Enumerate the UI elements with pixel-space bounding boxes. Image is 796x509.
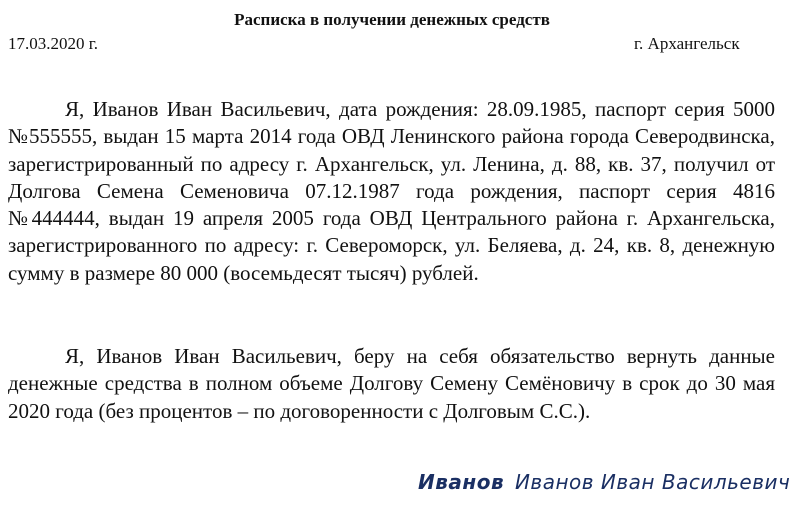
paragraph-repayment-obligation: Я, Иванов Иван Васильевич, беру на себя обязательство вернуть данные денежные средства в полном объеме Долгову Семену Семёновичу в срок до 30 мая 2020 года (без процентов – по договоренности с Долговым С.С.). bbox=[8, 344, 775, 423]
paragraph-receipt-statement: Я, Иванов Иван Васильевич, дата рождения: 28.09.1985, паспорт серия 5000 №555555, выдан 15 марта 2014 года ОВД Ленинского района города Северодвинска, зарегистрированный по адресу г. Архангельск, ул. Ленина, д. 88, кв. 37, получил от Долгова Семена Семеновича 07.12.1987 года рождения, паспорт серия 4816 №444444, выдан 19 апреля 2005 года ОВД Центрального района г. Архангельска, зарегистрированного по адресу: г. Североморск, ул. Беляева, д. 24, кв. 8, денежную сумму в размере 80 000 (восемьдесят тысяч) рублей. bbox=[8, 97, 775, 285]
handwritten-signature bbox=[418, 469, 790, 495]
document-date: 17.03.2020 г. bbox=[8, 34, 99, 53]
signature-full-name: Иванов Иван Васильевич bbox=[514, 470, 791, 494]
document-title: Расписка в получении денежных средств bbox=[234, 10, 550, 29]
document-city: г. Архангельск bbox=[634, 34, 740, 53]
signature-mark: Иванов bbox=[418, 470, 505, 494]
